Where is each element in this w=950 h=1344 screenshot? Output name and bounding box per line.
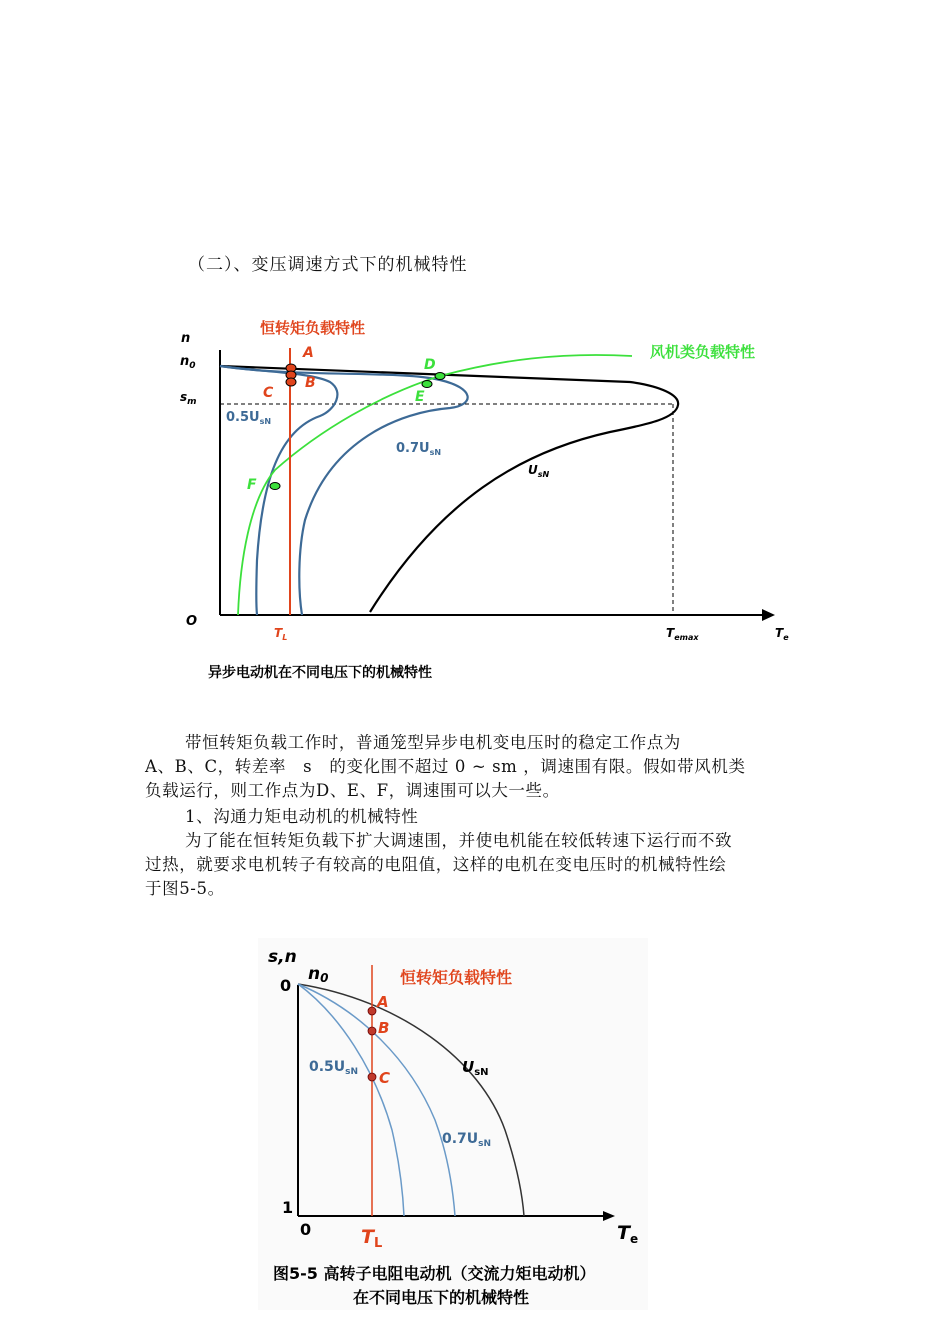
- point-f-label: F: [247, 477, 257, 493]
- section-heading: （二）、变压调速方式下的机械特性: [188, 255, 468, 275]
- paragraph-2: 1、沟通力矩电动机的机械特性: [185, 807, 419, 826]
- figure-2-caption-line-2: 在不同电压下的机械特性: [353, 1288, 530, 1307]
- paragraph-1-line-1: 带恒转矩负载工作时，普通笼型异步电机变电压时的稳定工作点为: [185, 733, 681, 752]
- point-c: [286, 378, 296, 386]
- paragraph-3-line-2: 过热，就要求电机转子有较高的电阻值，这样的电机在变电压时的机械特性绘: [145, 855, 727, 874]
- fan-load-label: 风机类负载特性: [650, 343, 756, 361]
- 05usn-curve: [220, 366, 337, 615]
- figure-2-high-rotor-resistance: [258, 938, 648, 1310]
- usn-curve: [298, 984, 524, 1216]
- origin-label: O: [186, 614, 198, 629]
- one-label: 1: [282, 1198, 294, 1217]
- temax-label: $T_{emax}$: [666, 626, 699, 642]
- point-e-label: E: [415, 389, 425, 405]
- x-axis-arrow: [603, 1211, 615, 1221]
- paragraph-3-line-3: 于图5-5。: [145, 879, 225, 898]
- 07usn-label: $0.7U_{sN}$: [442, 1131, 492, 1149]
- sm-label: $s_m$: [180, 390, 197, 407]
- zero-top-label: 0: [280, 976, 292, 995]
- point-d-label: D: [424, 357, 436, 373]
- point-d: [435, 373, 445, 380]
- tl-label: $T_L$: [361, 1226, 383, 1251]
- usn-label: $U_{sN}$: [462, 1058, 489, 1078]
- point-b: [368, 1027, 376, 1035]
- te-label: $T_e$: [775, 626, 789, 642]
- 05usn-label: $0.5U_{sN}$: [226, 410, 272, 426]
- figure-1-caption: 异步电动机在不同电压下的机械特性: [208, 665, 432, 681]
- origin-label: 0: [300, 1220, 312, 1239]
- 07usn-label: $0.7U_{sN}$: [396, 441, 442, 457]
- constant-load-label: 恒转矩负载特性: [260, 319, 366, 337]
- n0-label: $n_0$: [180, 354, 196, 371]
- point-b-label: B: [305, 375, 316, 391]
- point-a-label: A: [303, 345, 314, 361]
- fan-load-curve: [238, 355, 632, 615]
- constant-load-label: 恒转矩负载特性: [400, 968, 513, 987]
- x-axis-arrow: [762, 609, 775, 621]
- n0-label: n0: [308, 964, 329, 985]
- point-a-label: A: [377, 993, 389, 1011]
- 07usn-curve: [298, 984, 455, 1216]
- point-c: [368, 1073, 376, 1081]
- point-a: [368, 1007, 376, 1015]
- point-c-label: C: [379, 1069, 391, 1087]
- point-f: [270, 483, 280, 490]
- paragraph-3-line-1: 为了能在恒转矩负载下扩大调速围，并使电机能在较低转速下运行而不致: [185, 831, 733, 850]
- point-c-label: C: [263, 385, 274, 401]
- usn-label: $U_{sN}$: [528, 463, 550, 479]
- paragraph-1-line-2: A、B、C，转差率 s 的变化围不超过 0 ~ sm ，调速围有限。假如带风机类: [145, 757, 746, 776]
- figure-1-mechanical-characteristics: [170, 315, 800, 685]
- figure-2-caption-line-1: 图5-5 高转子电阻电动机（交流力矩电动机）: [273, 1264, 596, 1283]
- 05usn-label: $0.5U_{sN}$: [309, 1059, 359, 1077]
- point-e: [422, 381, 432, 388]
- tl-label: $T_L$: [274, 626, 288, 642]
- point-b-label: B: [378, 1019, 390, 1037]
- paragraph-1-line-3: 负载运行，则工作点为D、E、F，调速围可以大一些。: [145, 781, 560, 800]
- y-axis-label: n: [181, 331, 191, 346]
- te-label: $T_e$: [617, 1222, 639, 1246]
- usn-curve: [220, 366, 678, 612]
- y-axis-label: s,n: [268, 947, 297, 967]
